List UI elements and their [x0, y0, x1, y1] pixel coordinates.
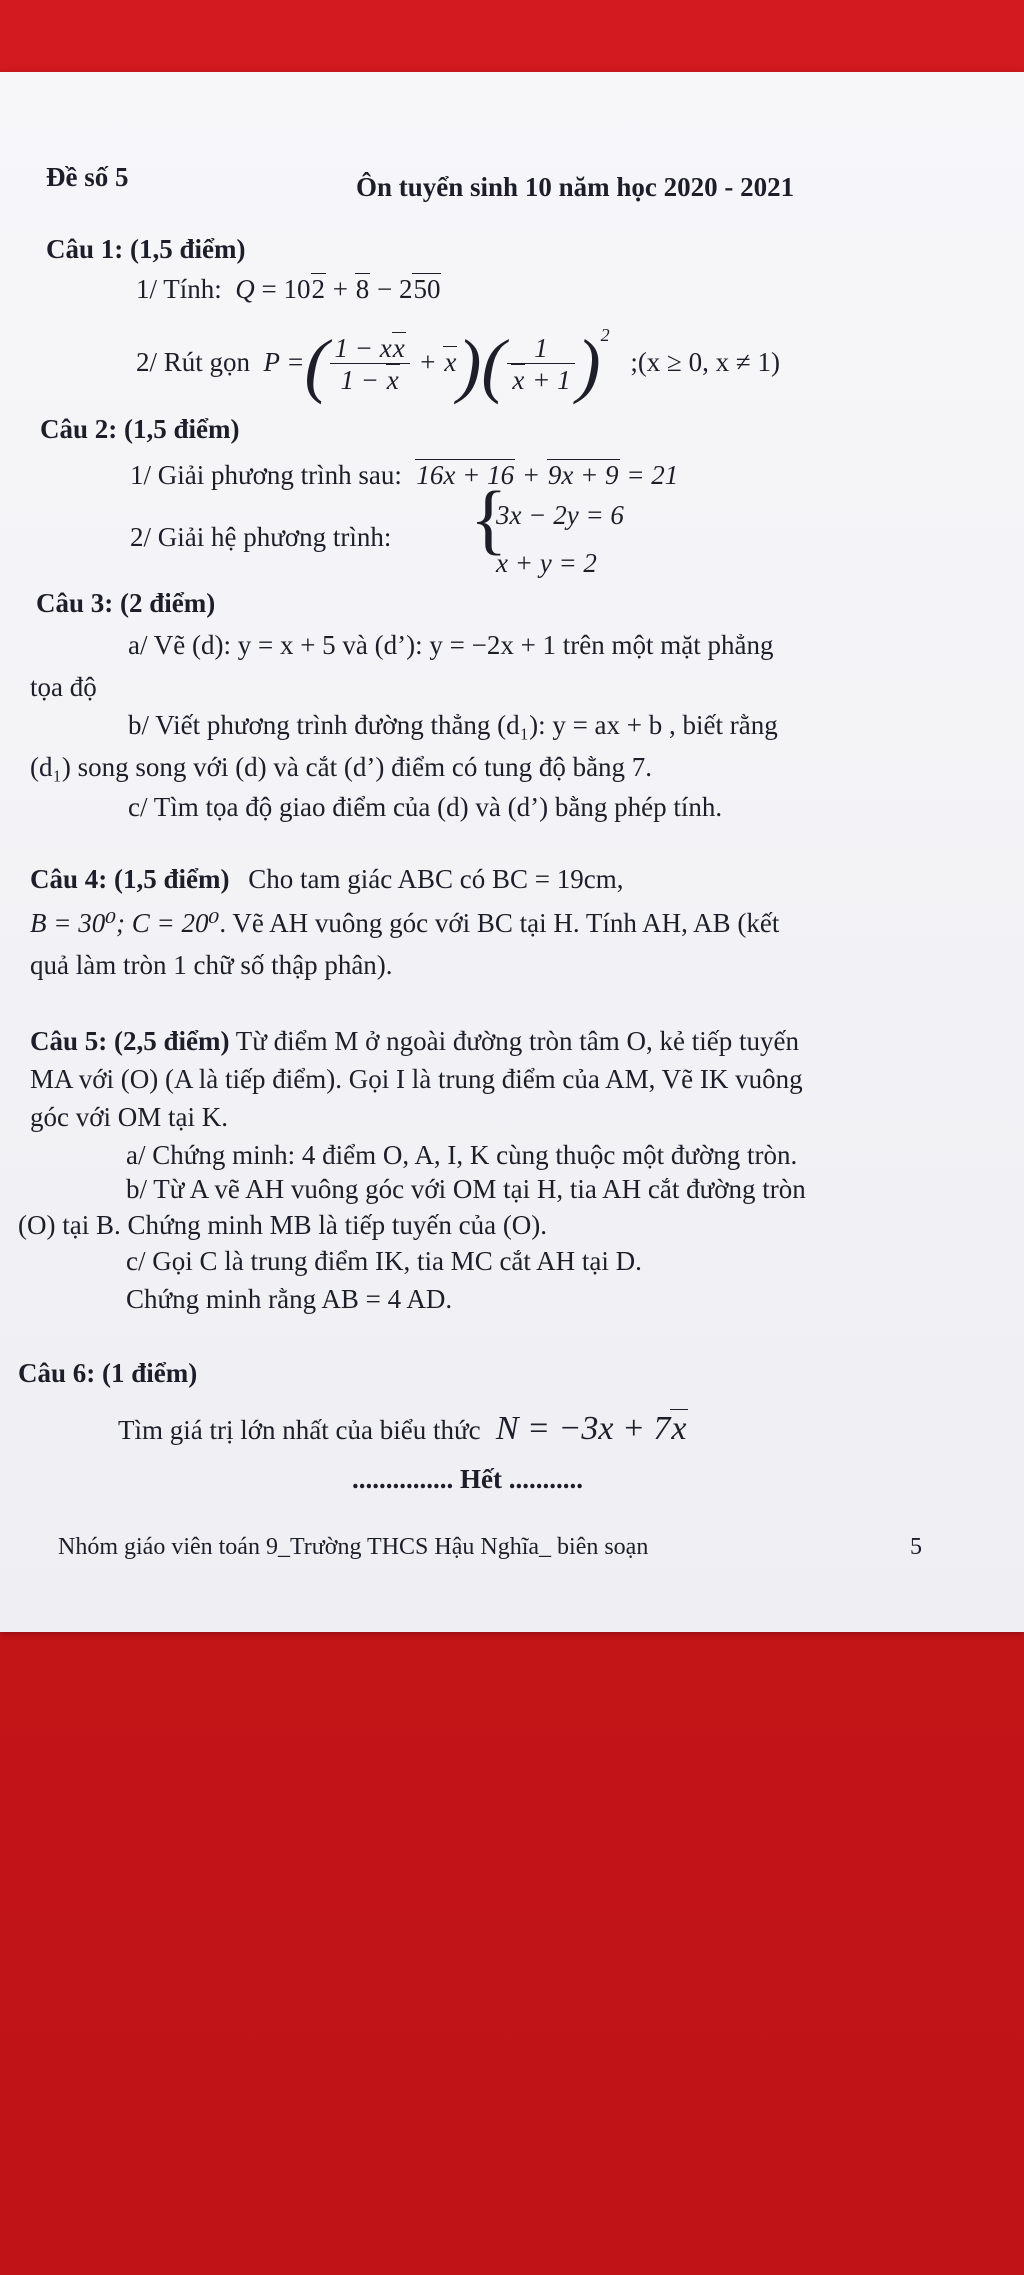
- q3-b-line2: (d₁) song song với (d) và cắt (d’) điểm có tung độ bằng 7.: [30, 752, 653, 782]
- q1-part1-label: 1/ Tính:: [136, 274, 222, 304]
- q3-a-line1: a/ Vẽ (d): y = x + 5 và (d’): y = −2x + 1 trên một mặt phẳng: [128, 630, 774, 660]
- q5-b-line1: b/ Từ A vẽ AH vuông góc với OM tại H, tia AH cắt đường tròn: [126, 1174, 806, 1204]
- q4-line1-text: Cho tam giác ABC có BC = 19cm,: [248, 864, 624, 894]
- footer-author: Nhóm giáo viên toán 9_Trường THCS Hậu Nghĩa_ biên soạn: [58, 1534, 649, 1560]
- exam-number: Đề số 5: [46, 162, 129, 192]
- q6-line1-text: Tìm giá trị lớn nhất của biểu thức: [118, 1415, 481, 1445]
- q4-line1: [30, 862, 623, 896]
- q3-b-line1: b/ Viết phương trình đường thẳng (d₁): y = ax + b , biết rằng: [128, 710, 778, 740]
- q6-formula: N = −3x + 7x: [487, 1410, 687, 1447]
- q5-b-line2: (O) tại B. Chứng minh MB là tiếp tuyến của (O).: [18, 1210, 548, 1240]
- q1-part2-formula: P =( $\frac{1 - xx}{1 - x}$ + x)( $\frac{1}{x + 1}$ )$^2$: [256, 324, 610, 405]
- q5-line3: góc với OM tại K.: [30, 1102, 229, 1132]
- q5-title: Câu 5: (2,5 điểm): [30, 1026, 230, 1056]
- q6-title: Câu 6: (1 điểm): [18, 1358, 198, 1388]
- q1-part2-label: 2/ Rút gọn: [136, 347, 251, 377]
- q5-a-line1: a/ Chứng minh: 4 điểm O, A, I, K cùng thuộc một đường tròn.: [126, 1140, 798, 1170]
- q1-part2-condition: ;(x ≥ 0, x ≠ 1): [630, 347, 780, 377]
- q2-part1: [130, 458, 678, 492]
- q4-line3: quả làm tròn 1 chữ số thập phân).: [30, 950, 393, 980]
- q2-title: Câu 2: (1,5 điểm): [40, 414, 240, 444]
- q1-part2: [136, 318, 780, 405]
- q1-part1: 1/ Tính: Q = 102 + 8 − 250: [136, 274, 441, 304]
- q6-line1: [118, 1412, 688, 1447]
- q1-title: Câu 1: (1,5 điểm): [46, 234, 246, 264]
- q5-line1-text: Từ điểm M ở ngoài đường tròn tâm O, kẻ tiếp tuyến: [235, 1026, 799, 1056]
- q3-a-line2: tọa độ: [30, 672, 97, 702]
- q4-angles: B = 30⁰; C = 20⁰: [30, 908, 220, 938]
- q5-line1: [30, 1024, 799, 1058]
- page-number: 5: [910, 1534, 922, 1560]
- q5-c-line2: Chứng minh rằng AB = 4 AD.: [126, 1284, 453, 1314]
- q2-part1-formula: 16x + 16 + 9x + 9 = 21: [416, 460, 679, 490]
- q1-part1-formula: Q: [228, 274, 255, 304]
- q2-system-eq2: x + y = 2: [496, 548, 597, 578]
- exam-heading: Ôn tuyển sinh 10 năm học 2020 - 2021: [356, 172, 795, 202]
- q2-part2-label: 2/ Giải hệ phương trình:: [130, 522, 392, 552]
- q3-c-line1: c/ Tìm tọa độ giao điểm của (d) và (d’) bằng phép tính.: [128, 792, 723, 822]
- q3-title: Câu 3: (2 điểm): [36, 588, 216, 618]
- q5-line2: MA với (O) (A là tiếp điểm). Gọi I là trung điểm của AM, Vẽ IK vuông: [30, 1064, 803, 1094]
- q2-system-eq1: 3x − 2y = 6: [496, 500, 624, 530]
- q2-system-brace: {: [470, 475, 508, 562]
- q4-line2: [30, 906, 779, 940]
- q4-title: Câu 4: (1,5 điểm): [30, 864, 230, 894]
- q2-part1-label: 1/ Giải phương trình sau:: [130, 460, 402, 490]
- exam-paper: [0, 72, 1024, 1632]
- q4-line2-text: . Vẽ AH vuông góc với BC tại H. Tính AH, AB (kết: [219, 908, 780, 938]
- end-mark: ............... Hết ...........: [352, 1464, 583, 1494]
- q5-c-line1: c/ Gọi C là trung điểm IK, tia MC cắt AH tại D.: [126, 1246, 642, 1276]
